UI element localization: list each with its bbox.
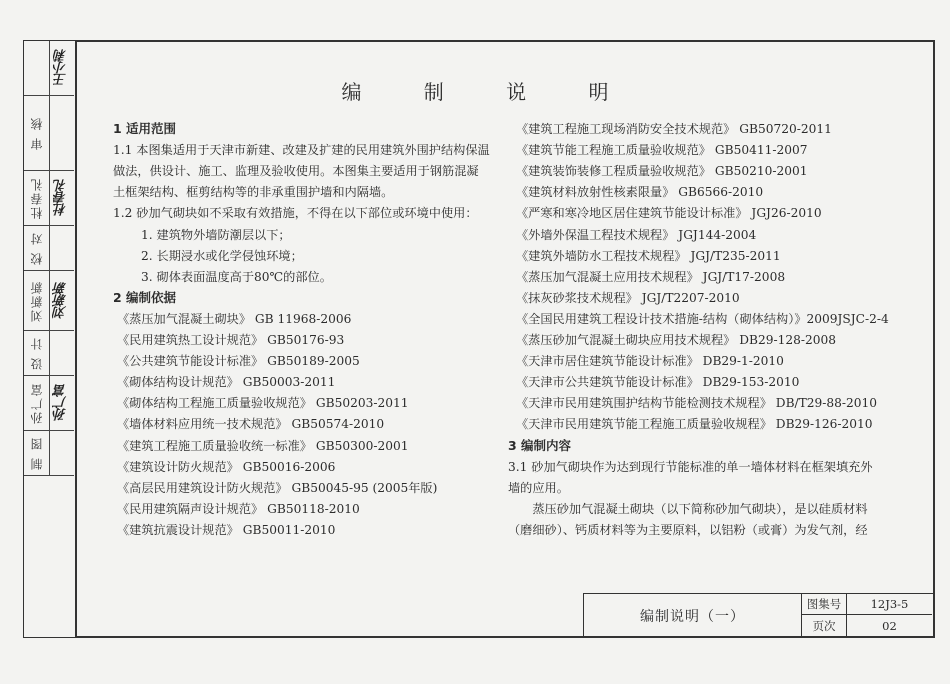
reference-line: 《天津市居住建筑节能设计标准》 DB29-1-2010 bbox=[516, 354, 784, 369]
sidebar-role: 校 对 bbox=[30, 231, 44, 265]
sidebar-row bbox=[24, 431, 74, 476]
page-number-label: 页次 bbox=[802, 615, 847, 636]
reference-line: 《砌体结构工程施工质量验收规范》 GB50203-2011 bbox=[117, 396, 409, 411]
section-heading: 2 编制依据 bbox=[113, 289, 177, 305]
sidebar-row bbox=[24, 96, 74, 171]
atlas-number-label: 图集号 bbox=[802, 594, 847, 615]
sidebar-row bbox=[24, 171, 74, 226]
sidebar-role: 刘新新 bbox=[30, 279, 44, 322]
text-line: 墙的应用。 bbox=[508, 480, 569, 495]
sidebar-role: 设 计 bbox=[30, 336, 44, 370]
reference-line: 《建筑抗震设计规范》 GB50011-2010 bbox=[117, 522, 336, 537]
reference-line: 《墙体材料应用统一技术规范》 GB50574-2010 bbox=[117, 417, 385, 432]
sheet-name: 编制说明（一） bbox=[584, 594, 802, 637]
reference-line: 《砌体结构设计规范》 GB50003-2011 bbox=[117, 375, 336, 390]
signature: 王小莉 bbox=[54, 50, 69, 86]
page-number: 02 bbox=[882, 618, 897, 633]
text-line: （磨细砂）、钙质材料等为主要原料，以铝粉（或膏）为发气剂，经 bbox=[508, 522, 868, 537]
reference-line: 《外墙外保温工程技术规程》 JGJ144-2004 bbox=[516, 227, 757, 242]
reference-line: 《民用建筑隔声设计规范》 GB50118-2010 bbox=[117, 501, 360, 516]
sidebar-role: 杜春礼 bbox=[30, 177, 44, 219]
reference-line: 《高层民用建筑设计防火规范》 GB50045-95 (2005年版) bbox=[117, 480, 438, 495]
text-line: 2. 长期浸水或化学侵蚀环境； bbox=[141, 248, 303, 263]
reference-line: 《建筑节能工程施工质量验收规范》 GB50411-2007 bbox=[516, 143, 808, 158]
signature: 刘新新 bbox=[54, 282, 69, 319]
reference-line: 《建筑工程施工现场消防安全技术规范》 GB50720-2011 bbox=[516, 122, 832, 136]
signature: 杜春礼 bbox=[54, 180, 69, 216]
sidebar-row bbox=[24, 331, 74, 376]
page-title: 编 制 说 明 bbox=[341, 80, 637, 104]
text-line: 蒸压砂加气混凝土砌块（以下简称砂加气砌块），是以硅质材料 bbox=[508, 501, 868, 516]
text-line: 1.1 本图集适用于天津市新建、改建及扩建的民用建筑外围护结构保温 bbox=[113, 143, 490, 158]
reference-line: 《天津市民用建筑节能工程施工质量验收规程》 DB29-126-2010 bbox=[516, 417, 873, 432]
reference-line: 《公共建筑节能设计标准》 GB50189-2005 bbox=[117, 354, 360, 369]
reference-line: 《天津市公共建筑节能设计标准》 DB29-153-2010 bbox=[516, 375, 800, 390]
reference-line: 《建筑工程施工质量验收统一标准》 GB50300-2001 bbox=[117, 438, 409, 453]
atlas-number: 12J3-5 bbox=[847, 594, 932, 615]
text-line: 做法，供设计、施工、监理及验收使用。本图集主要适用于钢筋混凝 bbox=[113, 164, 479, 179]
reference-line: 《建筑设计防火规范》 GB50016-2006 bbox=[117, 459, 336, 474]
sidebar-role: 孙广富 bbox=[30, 382, 44, 424]
sidebar-role: 制 图 bbox=[30, 436, 44, 470]
section-heading: 1 适用范围 bbox=[113, 121, 177, 136]
reference-line: 《蒸压砂加气混凝土砌块应用技术规程》 DB29-128-2008 bbox=[516, 333, 836, 347]
reference-line: 《抹灰砂浆技术规程》 JGJ/T2207-2010 bbox=[516, 290, 740, 305]
text-line: 1. 建筑物外墙防潮层以下； bbox=[141, 227, 291, 242]
reference-line: 《民用建筑热工设计规范》 GB50176-93 bbox=[117, 333, 345, 347]
sidebar-role: 审 核 bbox=[30, 116, 44, 150]
signature: 孙广富 bbox=[54, 385, 69, 421]
reference-line: 《建筑外墙防水工程技术规程》 JGJ/T235-2011 bbox=[516, 248, 781, 263]
reference-line: 《建筑材料放射性核素限量》 GB6566-2010 bbox=[516, 185, 764, 200]
reference-line: 《建筑装饰装修工程质量验收规范》 GB50210-2001 bbox=[516, 164, 808, 179]
title-block bbox=[583, 593, 933, 638]
section-heading: 3 编制内容 bbox=[508, 437, 572, 453]
reference-line: 《蒸压加气混凝土砌块》 GB 11968-2006 bbox=[117, 311, 352, 326]
reference-line: 《蒸压加气混凝土应用技术规程》 JGJ/T17-2008 bbox=[516, 269, 786, 284]
sidebar-row bbox=[24, 226, 74, 271]
approval-sidebar bbox=[23, 40, 75, 638]
sidebar-row bbox=[24, 376, 74, 431]
text-line: 土框架结构、框剪结构等的非承重围护墙和内隔墙。 bbox=[113, 185, 394, 200]
text-line: 1.2 砂加气砌块如不采取有效措施，不得在以下部位或环境中使用： bbox=[113, 206, 478, 221]
text-line: 3. 砌体表面温度高于80℃的部位。 bbox=[141, 269, 332, 284]
text-line: 3.1 砂加气砌块作为达到现行节能标准的单一墙体材料在框架填充外 bbox=[508, 459, 873, 474]
reference-line: 《天津市民用建筑围护结构节能检测技术规程》 DB/T29-88-2010 bbox=[516, 396, 878, 411]
reference-line: 《全国民用建筑工程设计技术措施-结构（砌体结构）》2009JSJC-2-4 bbox=[516, 311, 889, 326]
sidebar-row bbox=[24, 271, 74, 331]
reference-line: 《严寒和寒冷地区居住建筑节能设计标准》 JGJ26-2010 bbox=[516, 206, 822, 221]
